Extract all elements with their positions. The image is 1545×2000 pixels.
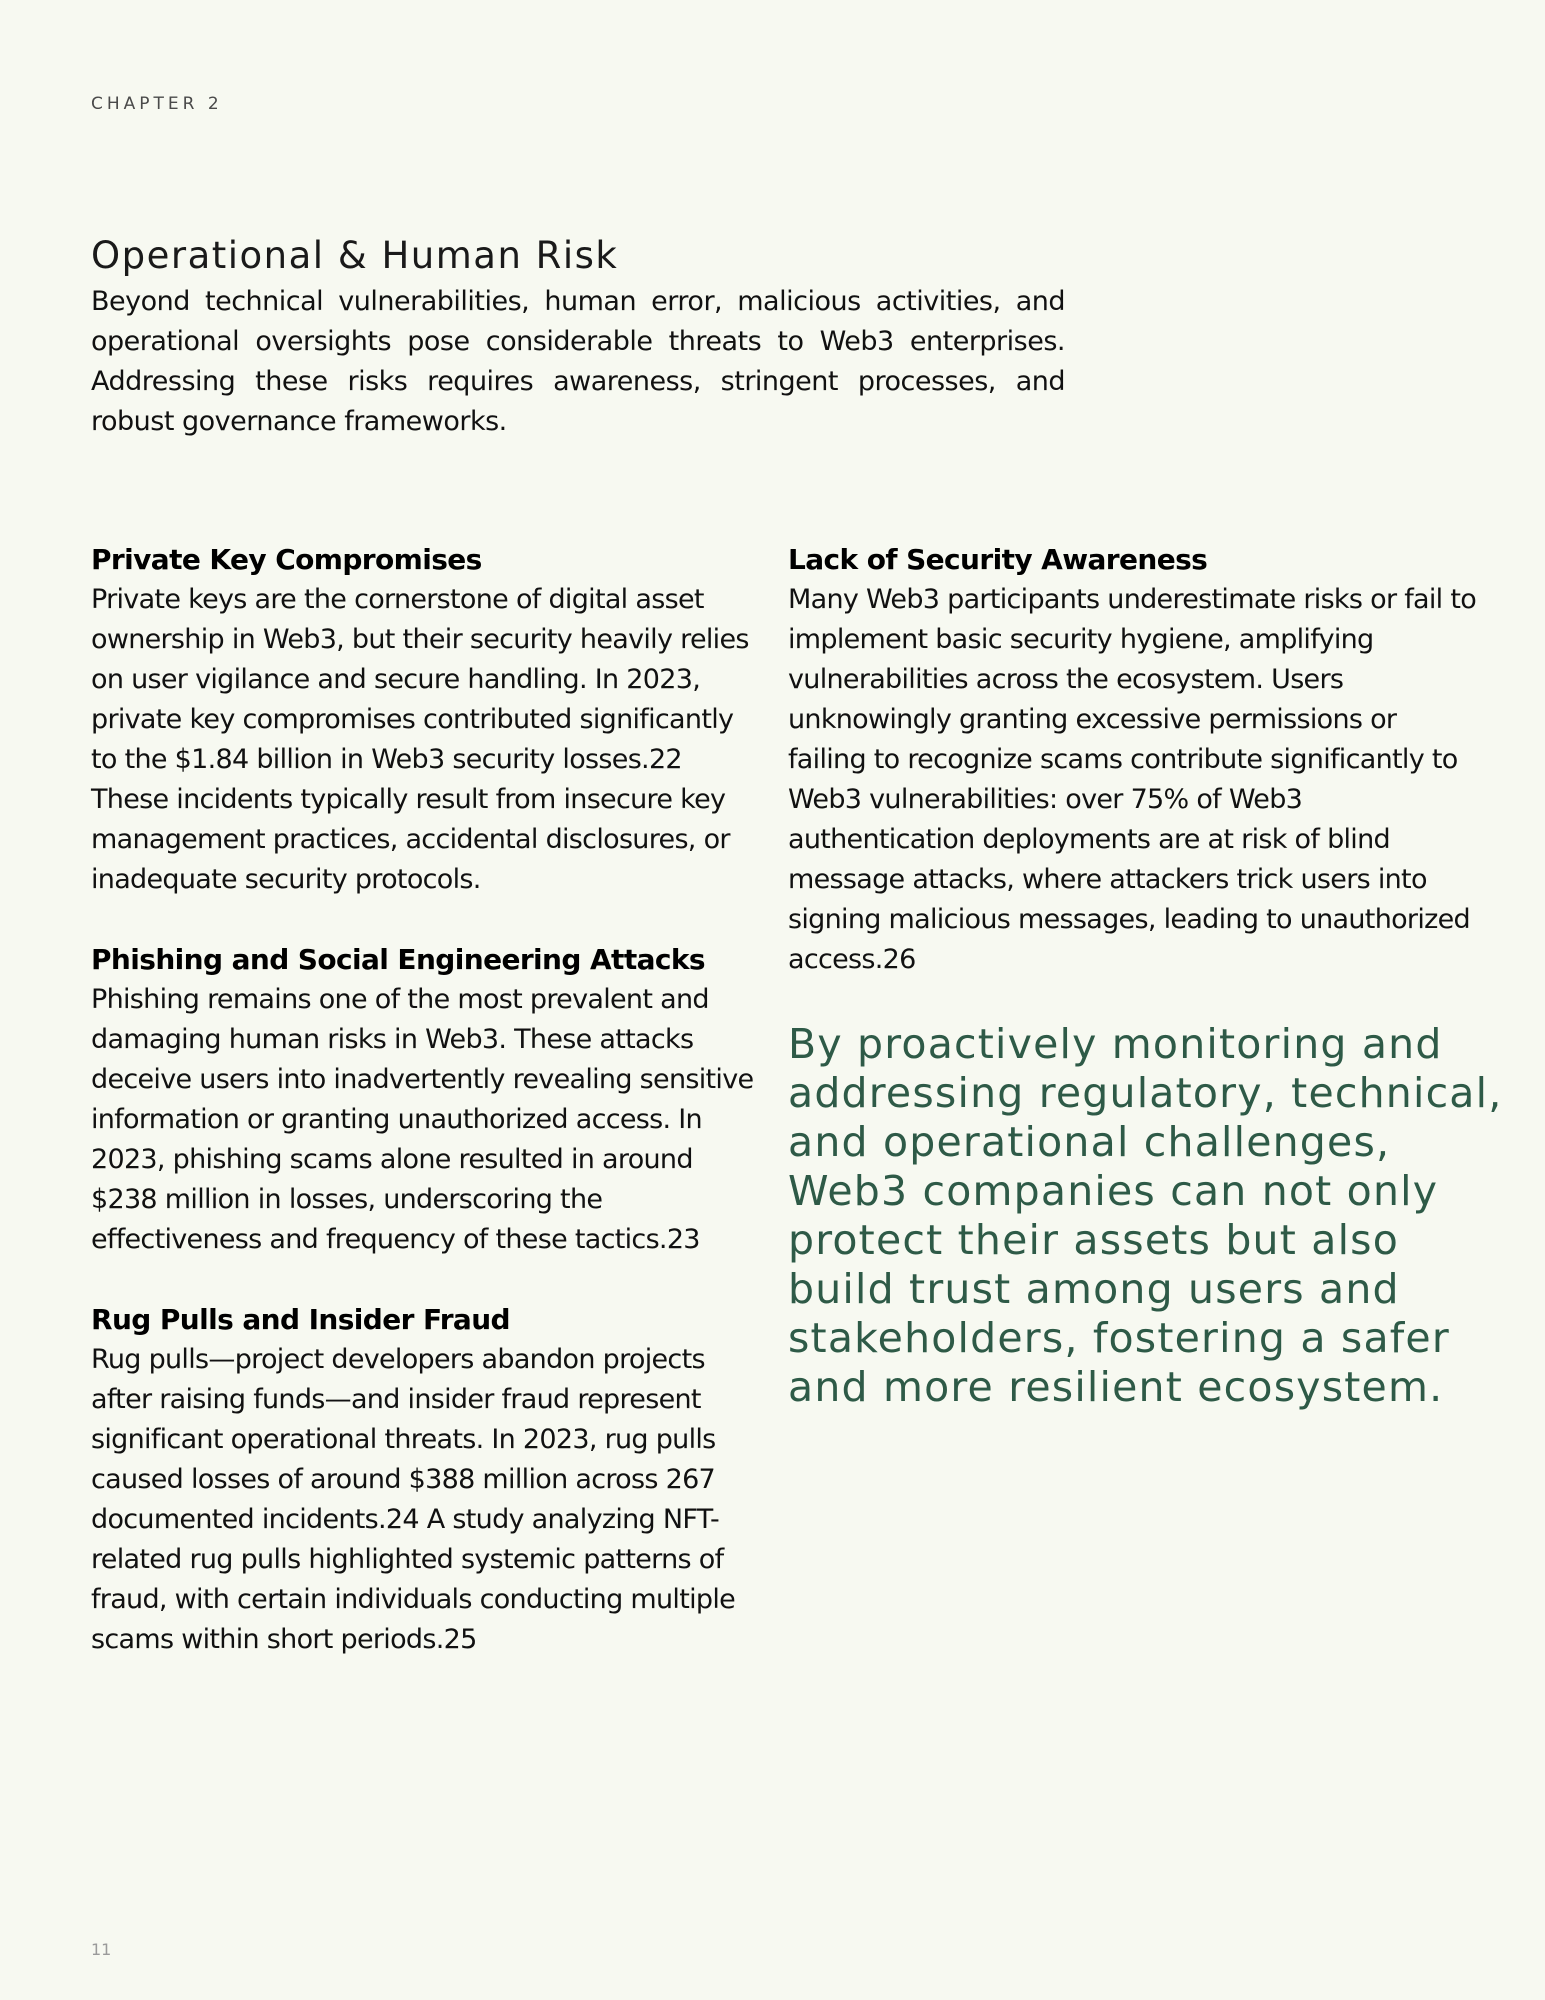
subsection-heading: Rug Pulls and Insider Fraud bbox=[91, 1303, 510, 1336]
subsection-heading: Phishing and Social Engineering Attacks bbox=[91, 943, 705, 976]
subsection-body: Many Web3 participants underestimate risks or fail to implement basic security hygiene, amplifying vulnerabilities across the ecosystem. Users unknowingly granting excessive permissions or failing to recognize scams contribute significantly to Web3 vulnerabilities: over 75% of Web3 authentication deployments are at risk of blind message attacks, where attackers trick users into signing malicious messages, leading to unauthorized access.26 bbox=[788, 584, 1477, 975]
subsection-body: Private keys are the cornerstone of digital asset ownership in Web3, but their security heavily relies on user vigilance and secure handling. In 2023, private key compromises contributed significantly to the $1.84 billion in Web3 security losses.22 These incidents typically result from insecure key management practices, accidental disclosures, or inadequate security protocols. bbox=[91, 584, 749, 895]
subsection-heading: Private Key Compromises bbox=[91, 543, 482, 576]
subsection-heading: Lack of Security Awareness bbox=[788, 543, 1208, 576]
page-number: 11 bbox=[91, 1940, 112, 1959]
pull-quote: By proactively monitoring and addressing regulatory, technical, and operational challenges, Web3 companies can not only protect their assets but also build trust among users and stakeholders, fostering a safer and more resilient ecosystem. bbox=[788, 1020, 1503, 1411]
section-title: Operational & Human Risk bbox=[91, 234, 619, 277]
subsection-security-awareness bbox=[788, 540, 1478, 980]
subsection-body: Phishing remains one of the most prevalent and damaging human risks in Web3. These attacks deceive users into inadvertently revealing sensitive information or granting unauthorized access. In 2023, phishing scams alone resulted in around $238 million in losses, underscoring the effectiveness and frequency of these tactics.23 bbox=[91, 984, 754, 1255]
subsection-rug-pulls bbox=[91, 1300, 766, 1660]
subsection-private-key-compromises bbox=[91, 540, 766, 900]
right-column bbox=[788, 540, 1503, 1412]
subsection-phishing bbox=[91, 940, 766, 1260]
left-column bbox=[91, 540, 766, 1700]
section-intro: Beyond technical vulnerabilities, human error, malicious activities, and operational oversights pose considerable threats to Web3 enterprises. Addressing these risks requires awareness, stringent processes, and robust governance frameworks. bbox=[91, 286, 1065, 437]
subsection-body: Rug pulls—project developers abandon projects after raising funds—and insider fraud represent significant operational threats. In 2023, rug pulls caused losses of around $388 million across 267 documented incidents.24 A study analyzing NFT-related rug pulls highlighted systemic patterns of fraud, with certain individuals conducting multiple scams within short periods.25 bbox=[91, 1344, 736, 1655]
chapter-label: CHAPTER 2 bbox=[91, 94, 223, 114]
